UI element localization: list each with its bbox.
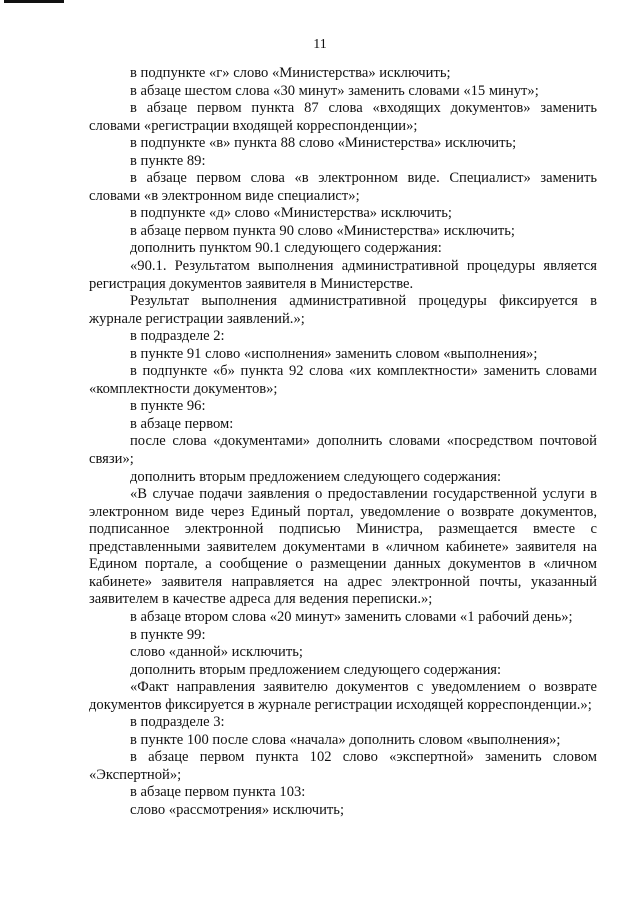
- paragraph: в подпункте «д» слово «Министерства» исключить;: [130, 205, 452, 222]
- document-body: [89, 65, 597, 820]
- paragraph: слово «рассмотрения» исключить;: [130, 801, 345, 818]
- paragraph: «В случае подачи заявления о предоставлении государственной услуги в электронном виде через Единый портал, уведомление о возврате документов, подписанное электронной подписью Министра, размещается вместе с представленными заявителем документами в «личном кабинете» заявителя на Едином портале, а сообщение о размещении данных документов в «личном кабинете» заявителя направляется на адрес электронной почты, указанный заявителем в качестве адреса для ведения переписки.»;: [89, 486, 597, 608]
- paragraph: дополнить пунктом 90.1 следующего содержания:: [130, 240, 442, 257]
- paragraph: «90.1. Результатом выполнения административной процедуры является регистрация документов заявителя в Министерстве.: [89, 258, 597, 292]
- paragraph: в абзаце первом:: [130, 415, 234, 432]
- paragraph: в подпункте «в» пункта 88 слово «Министерства» исключить;: [130, 135, 517, 152]
- paragraph: в пункте 99:: [130, 626, 206, 643]
- paragraph: в подпункте «б» пункта 92 слова «их комплектности» заменить словами «комплектности документов»;: [89, 363, 597, 397]
- paragraph: после слова «документами» дополнить словами «посредством почтовой связи»;: [89, 433, 597, 468]
- paragraph: в абзаце первом пункта 102 слово «экспертной» заменить словом «Экспертной»;: [89, 749, 597, 783]
- paragraph: слово «данной» исключить;: [130, 644, 303, 661]
- paragraph: Результат выполнения административной процедуры фиксируется в журнале регистрации заявлений.»;: [89, 293, 597, 327]
- paragraph: в абзаце первом пункта 87 слова «входящих документов» заменить словами «регистрации входящей корреспонденции»;: [89, 100, 597, 134]
- paragraph: в подразделе 2:: [130, 328, 225, 345]
- paragraph: в пункте 89:: [130, 152, 206, 169]
- scan-corner-mark: [4, 0, 64, 3]
- paragraph: в абзаце первом слова «в электронном виде. Специалист» заменить словами «в электронном виде специалист»;: [89, 170, 597, 204]
- paragraph: в абзаце шестом слова «30 минут» заменить словами «15 минут»;: [130, 82, 539, 99]
- paragraph: дополнить вторым предложением следующего содержания:: [130, 468, 502, 485]
- paragraph: в пункте 100 после слова «начала» дополнить словом «выполнения»;: [130, 731, 561, 748]
- paragraph: в подразделе 3:: [130, 714, 225, 731]
- paragraph: в абзаце первом пункта 103:: [130, 784, 306, 801]
- paragraph: в пункте 91 слово «исполнения» заменить словом «выполнения»;: [130, 345, 538, 362]
- paragraph: «Факт направления заявителю документов с уведомлением о возврате документов фиксируется в журнале регистрации исходящей корреспонденции.»;: [89, 679, 597, 713]
- paragraph: в абзаце втором слова «20 минут» заменить словами «1 рабочий день»;: [130, 608, 573, 625]
- paragraph: в абзаце первом пункта 90 слово «Министерства» исключить;: [130, 222, 515, 239]
- paragraph: дополнить вторым предложением следующего содержания:: [130, 661, 502, 678]
- paragraph: в пункте 96:: [130, 398, 206, 415]
- page-number: 11: [313, 37, 327, 52]
- paragraph: в подпункте «г» слово «Министерства» исключить;: [130, 65, 451, 81]
